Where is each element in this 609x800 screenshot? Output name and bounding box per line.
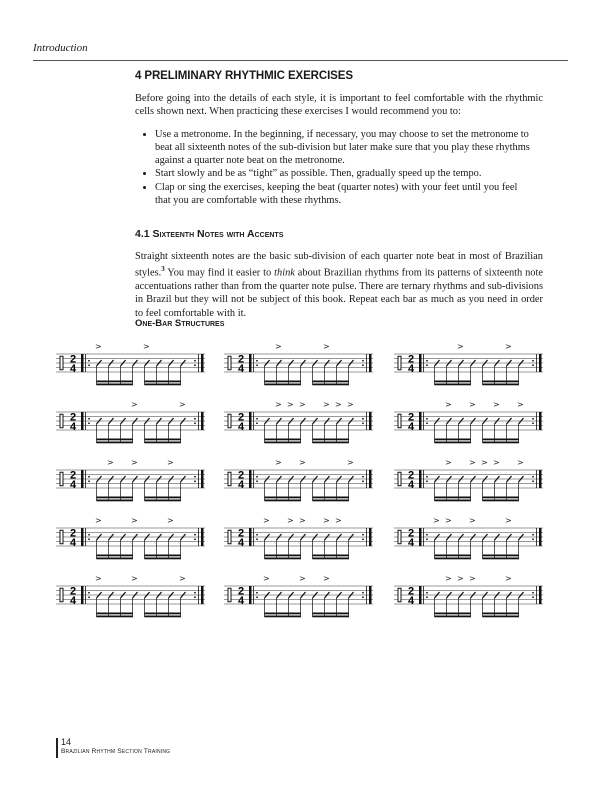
beam: [145, 613, 181, 615]
beam: [313, 613, 349, 615]
repeat-start-thick-bar: [249, 528, 252, 546]
beam: [483, 497, 519, 499]
repeat-end-thick-bar: [369, 412, 372, 430]
repeat-start-thick-bar: [419, 412, 422, 430]
repeat-dot: [194, 480, 196, 482]
rhythm-bar: [394, 338, 546, 400]
time-signature-top: 2: [408, 527, 415, 540]
beam: [265, 384, 301, 386]
accent-mark: >: [457, 574, 464, 583]
accent-mark: >: [287, 400, 294, 409]
accent-mark: >: [493, 458, 500, 467]
repeat-end-thick-bar: [369, 528, 372, 546]
accent-mark: >: [347, 400, 354, 409]
beam: [483, 613, 519, 615]
time-signature-top: 2: [238, 527, 245, 540]
percussion-clef-icon: [398, 530, 401, 544]
subsection-body: [135, 250, 543, 320]
repeat-dot: [362, 592, 364, 594]
accent-mark: >: [299, 574, 306, 583]
beam: [265, 442, 301, 444]
beam: [483, 555, 519, 557]
accent-mark: >: [323, 400, 330, 409]
repeat-end-thick-bar: [539, 470, 542, 488]
rhythm-bar: [224, 396, 376, 458]
repeat-start-thick-bar: [419, 354, 422, 372]
time-signature-top: 2: [408, 411, 415, 424]
repeat-dot: [88, 534, 90, 536]
time-signature-bottom: 4: [238, 479, 245, 491]
accent-mark: >: [505, 342, 512, 351]
repeat-dot: [194, 476, 196, 478]
repeat-dot: [532, 480, 534, 482]
list-item: • Use a metronome. In the beginning, if necessary, you may choose to set the metronome to beat all sixteenth notes of the sub-division but later make sure that you play these rhythms against a quarter note beat on the metronome.: [155, 128, 543, 168]
rhythm-bar: [56, 512, 208, 574]
footnote-ref[interactable]: 3: [161, 265, 165, 274]
repeat-start-thick-bar: [81, 354, 84, 372]
recommendation-list: [135, 128, 543, 208]
accent-mark: >: [299, 516, 306, 525]
time-signature-top: 2: [70, 469, 77, 482]
repeat-start-thick-bar: [81, 528, 84, 546]
text: about Brazilian rhythms from its patterns of sixteenth note accentuations rather than from the quarter note pulse. There are ternary rhythms and sub-divisions in Brazil but they will not be subject of this book. Repeat each bar as much as you need in order to feel comfortable with it.: [135, 267, 543, 319]
repeat-dot: [194, 360, 196, 362]
repeat-start-thick-bar: [419, 586, 422, 604]
beam: [265, 555, 301, 557]
repeat-dot: [194, 418, 196, 420]
subsection-title: 4.1 Sixteenth Notes with Accents: [135, 228, 284, 240]
time-signature-bottom: 4: [70, 363, 77, 375]
rhythm-bar: [56, 454, 208, 516]
time-signature-bottom: 4: [238, 421, 245, 433]
book-title: Brazilian Rhythm Section Training: [61, 748, 171, 755]
page-number: 14: [61, 737, 72, 747]
time-signature-top: 2: [70, 527, 77, 540]
repeat-dot: [362, 422, 364, 424]
beam: [435, 555, 471, 557]
repeat-dot: [88, 476, 90, 478]
accent-mark: >: [299, 458, 306, 467]
repeat-dot: [426, 592, 428, 594]
subsubsection-title: One-Bar Structures: [135, 318, 225, 329]
accent-mark: >: [131, 458, 138, 467]
beam: [435, 613, 471, 615]
beam: [435, 616, 471, 618]
percussion-clef-icon: [228, 414, 231, 428]
accent-mark: >: [167, 516, 174, 525]
repeat-dot: [256, 480, 258, 482]
time-signature-top: 2: [70, 411, 77, 424]
list-item: • Clap or sing the exercises, keeping the beat (quarter notes) with your feet until you feel that you are comfortable with these rhythms.: [155, 181, 543, 208]
accent-mark: >: [287, 516, 294, 525]
subsection-paragraph: [135, 250, 543, 320]
beam: [97, 381, 133, 383]
accent-mark: >: [469, 458, 476, 467]
time-signature-top: 2: [238, 585, 245, 598]
repeat-dot: [194, 538, 196, 540]
repeat-dot: [532, 538, 534, 540]
repeat-dot: [532, 592, 534, 594]
repeat-end-thick-bar: [539, 412, 542, 430]
accent-mark: >: [179, 574, 186, 583]
rhythm-bar: [56, 570, 208, 632]
beam: [97, 497, 133, 499]
beam: [483, 558, 519, 560]
footer-rule: [56, 738, 58, 758]
repeat-end-thick-bar: [201, 586, 204, 604]
repeat-dot: [362, 538, 364, 540]
rhythm-bar: [224, 454, 376, 516]
time-signature-bottom: 4: [408, 363, 415, 375]
beam: [483, 381, 519, 383]
beam: [145, 558, 181, 560]
percussion-clef-icon: [398, 588, 401, 602]
time-signature-top: 2: [408, 353, 415, 366]
beam: [265, 616, 301, 618]
repeat-dot: [426, 534, 428, 536]
accent-mark: >: [299, 400, 306, 409]
repeat-dot: [532, 534, 534, 536]
accent-mark: >: [445, 458, 452, 467]
time-signature-top: 2: [238, 411, 245, 424]
repeat-dot: [194, 592, 196, 594]
intro-paragraph: Before going into the details of each style, it is important to feel comfortable with the rhythmic cells shown next. When practicing these exercises I would recommend you to:: [135, 93, 543, 118]
beam: [265, 613, 301, 615]
rhythm-bar: [394, 454, 546, 516]
repeat-dot: [532, 422, 534, 424]
accent-mark: >: [493, 400, 500, 409]
beam: [313, 384, 349, 386]
percussion-clef-icon: [228, 530, 231, 544]
time-signature-bottom: 4: [70, 595, 77, 607]
time-signature-top: 2: [408, 585, 415, 598]
beam: [97, 616, 133, 618]
beam: [313, 555, 349, 557]
accent-mark: >: [179, 400, 186, 409]
rhythm-bar: [56, 396, 208, 458]
accent-mark: >: [505, 516, 512, 525]
repeat-end-thick-bar: [201, 354, 204, 372]
repeat-dot: [256, 364, 258, 366]
repeat-start-thick-bar: [81, 586, 84, 604]
beam: [265, 558, 301, 560]
repeat-dot: [532, 596, 534, 598]
beam: [313, 381, 349, 383]
percussion-clef-icon: [398, 356, 401, 370]
repeat-dot: [362, 360, 364, 362]
accent-mark: >: [95, 342, 102, 351]
accent-mark: >: [95, 516, 102, 525]
accent-mark: >: [275, 400, 282, 409]
beam: [97, 558, 133, 560]
accent-mark: >: [433, 516, 440, 525]
beam: [483, 442, 519, 444]
percussion-clef-icon: [60, 356, 63, 370]
repeat-end-thick-bar: [201, 412, 204, 430]
header-rule: [33, 60, 568, 61]
repeat-dot: [532, 364, 534, 366]
repeat-dot: [256, 360, 258, 362]
beam: [483, 384, 519, 386]
repeat-start-thick-bar: [249, 470, 252, 488]
percussion-clef-icon: [228, 472, 231, 486]
repeat-dot: [256, 476, 258, 478]
accent-mark: >: [457, 342, 464, 351]
time-signature-top: 2: [238, 353, 245, 366]
time-signature-bottom: 4: [408, 595, 415, 607]
beam: [435, 442, 471, 444]
percussion-clef-icon: [398, 414, 401, 428]
repeat-dot: [256, 538, 258, 540]
beam: [97, 439, 133, 441]
beam: [265, 497, 301, 499]
repeat-start-thick-bar: [249, 586, 252, 604]
accent-mark: >: [275, 458, 282, 467]
beam: [145, 497, 181, 499]
beam: [313, 616, 349, 618]
time-signature-top: 2: [70, 585, 77, 598]
rhythm-bar: [394, 512, 546, 574]
beam: [313, 442, 349, 444]
repeat-dot: [532, 360, 534, 362]
repeat-dot: [256, 418, 258, 420]
accent-mark: >: [481, 458, 488, 467]
rhythm-bar: [394, 396, 546, 458]
repeat-dot: [362, 476, 364, 478]
percussion-clef-icon: [60, 530, 63, 544]
repeat-dot: [88, 538, 90, 540]
repeat-start-thick-bar: [81, 412, 84, 430]
beam: [97, 613, 133, 615]
beam: [435, 497, 471, 499]
repeat-dot: [88, 360, 90, 362]
beam: [435, 500, 471, 502]
accent-mark: >: [131, 400, 138, 409]
repeat-start-thick-bar: [419, 528, 422, 546]
accent-mark: >: [505, 574, 512, 583]
repeat-dot: [426, 476, 428, 478]
beam: [313, 497, 349, 499]
text: Straight sixteenth notes are the basic sub-division of each quarter note beat in most of Brazilian styles.: [135, 251, 543, 279]
beam: [435, 558, 471, 560]
repeat-end-thick-bar: [539, 586, 542, 604]
repeat-dot: [426, 596, 428, 598]
text: You may find it easier to: [164, 267, 275, 279]
time-signature-top: 2: [70, 353, 77, 366]
time-signature-bottom: 4: [238, 363, 245, 375]
repeat-start-thick-bar: [419, 470, 422, 488]
accent-mark: >: [323, 516, 330, 525]
beam: [97, 500, 133, 502]
accent-mark: >: [445, 400, 452, 409]
rhythm-bar: [394, 570, 546, 632]
repeat-dot: [426, 418, 428, 420]
repeat-dot: [88, 422, 90, 424]
percussion-clef-icon: [398, 472, 401, 486]
beam: [313, 558, 349, 560]
accent-mark: >: [263, 574, 270, 583]
accent-mark: >: [131, 516, 138, 525]
percussion-clef-icon: [60, 414, 63, 428]
rhythm-bar: [224, 512, 376, 574]
time-signature-bottom: 4: [70, 421, 77, 433]
repeat-dot: [362, 596, 364, 598]
repeat-dot: [426, 480, 428, 482]
percussion-clef-icon: [60, 472, 63, 486]
repeat-end-thick-bar: [201, 470, 204, 488]
beam: [483, 439, 519, 441]
accent-mark: >: [323, 574, 330, 583]
beam: [483, 500, 519, 502]
repeat-dot: [194, 364, 196, 366]
beam: [483, 616, 519, 618]
percussion-clef-icon: [228, 356, 231, 370]
beam: [97, 442, 133, 444]
repeat-dot: [256, 596, 258, 598]
beam: [97, 384, 133, 386]
repeat-start-thick-bar: [249, 412, 252, 430]
repeat-dot: [532, 476, 534, 478]
list-item: • Start slowly and be as “tight” as possible. Then, gradually speed up the tempo.: [155, 167, 543, 180]
repeat-dot: [362, 418, 364, 420]
repeat-end-thick-bar: [539, 354, 542, 372]
accent-mark: >: [347, 458, 354, 467]
repeat-end-thick-bar: [369, 354, 372, 372]
rhythm-bar: [56, 338, 208, 400]
beam: [145, 555, 181, 557]
repeat-dot: [362, 534, 364, 536]
repeat-dot: [88, 596, 90, 598]
repeat-dot: [362, 480, 364, 482]
rhythm-bar: [224, 338, 376, 400]
beam: [265, 439, 301, 441]
beam: [145, 616, 181, 618]
accent-mark: >: [107, 458, 114, 467]
accent-mark: >: [445, 516, 452, 525]
repeat-dot: [194, 422, 196, 424]
beam: [145, 500, 181, 502]
accent-mark: >: [335, 400, 342, 409]
beam: [145, 384, 181, 386]
section-title: 4 PRELIMINARY RHYTHMIC EXERCISES: [135, 70, 353, 82]
repeat-dot: [194, 534, 196, 536]
beam: [435, 439, 471, 441]
repeat-dot: [256, 592, 258, 594]
beam: [97, 555, 133, 557]
accent-mark: >: [335, 516, 342, 525]
repeat-dot: [426, 538, 428, 540]
beam: [265, 500, 301, 502]
repeat-dot: [426, 360, 428, 362]
time-signature-top: 2: [238, 469, 245, 482]
repeat-dot: [256, 422, 258, 424]
repeat-end-thick-bar: [369, 586, 372, 604]
section-body: [135, 92, 543, 207]
time-signature-top: 2: [408, 469, 415, 482]
accent-mark: >: [469, 516, 476, 525]
accent-mark: >: [95, 574, 102, 583]
time-signature-bottom: 4: [408, 537, 415, 549]
accent-mark: >: [131, 574, 138, 583]
repeat-dot: [88, 418, 90, 420]
time-signature-bottom: 4: [238, 537, 245, 549]
repeat-dot: [194, 596, 196, 598]
beam: [313, 500, 349, 502]
running-head: Introduction: [33, 42, 88, 54]
accent-mark: >: [323, 342, 330, 351]
accent-mark: >: [143, 342, 150, 351]
accent-mark: >: [167, 458, 174, 467]
beam: [265, 381, 301, 383]
repeat-dot: [362, 364, 364, 366]
beam: [313, 439, 349, 441]
emphasis: think: [274, 267, 295, 279]
repeat-dot: [88, 364, 90, 366]
beam: [145, 439, 181, 441]
repeat-dot: [426, 422, 428, 424]
repeat-end-thick-bar: [201, 528, 204, 546]
repeat-dot: [88, 592, 90, 594]
accent-mark: >: [445, 574, 452, 583]
repeat-end-thick-bar: [369, 470, 372, 488]
time-signature-bottom: 4: [408, 421, 415, 433]
accent-mark: >: [469, 574, 476, 583]
accent-mark: >: [517, 400, 524, 409]
repeat-start-thick-bar: [249, 354, 252, 372]
time-signature-bottom: 4: [408, 479, 415, 491]
accent-mark: >: [469, 400, 476, 409]
beam: [145, 381, 181, 383]
repeat-start-thick-bar: [81, 470, 84, 488]
percussion-clef-icon: [228, 588, 231, 602]
repeat-dot: [426, 364, 428, 366]
beam: [435, 381, 471, 383]
beam: [145, 442, 181, 444]
time-signature-bottom: 4: [70, 537, 77, 549]
percussion-clef-icon: [60, 588, 63, 602]
accent-mark: >: [263, 516, 270, 525]
repeat-dot: [88, 480, 90, 482]
time-signature-bottom: 4: [70, 479, 77, 491]
time-signature-bottom: 4: [238, 595, 245, 607]
repeat-dot: [256, 534, 258, 536]
beam: [435, 384, 471, 386]
accent-mark: >: [517, 458, 524, 467]
repeat-dot: [532, 418, 534, 420]
rhythm-bar: [224, 570, 376, 632]
repeat-end-thick-bar: [539, 528, 542, 546]
accent-mark: >: [275, 342, 282, 351]
